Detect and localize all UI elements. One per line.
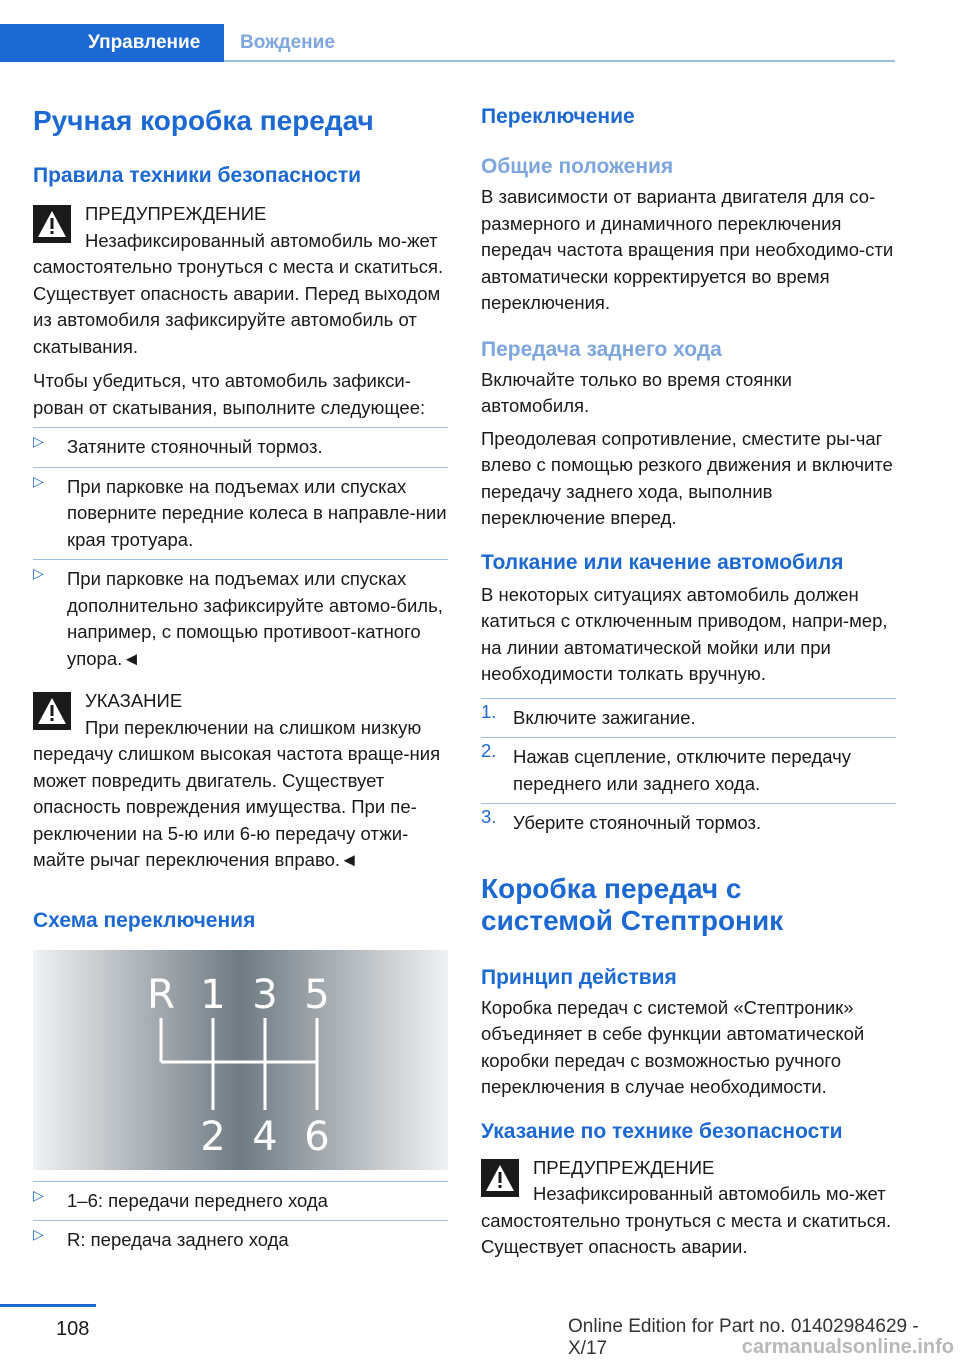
gear-label-1: 1: [200, 971, 226, 1018]
tab-driving[interactable]: Вождение: [240, 32, 335, 53]
right-column: [481, 100, 896, 1261]
gear-legend: [33, 1181, 448, 1260]
note-label: УКАЗАНИЕ: [85, 690, 183, 711]
push-text: В некоторых ситуациях автомобиль должен катиться с отключенным приводом, напри-мер, на линии автоматической мойки или при необходимости толкать вручную.: [481, 583, 888, 684]
list-item: ▷ Затяните стояночный тормоз.: [33, 427, 448, 467]
page-number: 108: [56, 1318, 90, 1340]
warning-label: ПРЕДУПРЕЖДЕНИЕ: [85, 203, 267, 224]
triangle-bullet-icon: ▷: [33, 472, 44, 489]
gear-label-5: 5: [304, 971, 330, 1018]
gear-label-6: 6: [304, 1113, 330, 1160]
general-text: В зависимости от варианта двигателя для со-размерного и динамичного переключения передач частота вращения при необходимо-сти автоматически корректируется во время переключения.: [481, 186, 894, 313]
principle-heading: Принцип действия: [481, 965, 677, 989]
warning-block-2: [481, 1155, 896, 1261]
reverse-text-1: Включайте только во время стоянки автомобиля.: [481, 368, 792, 416]
footer-accent-line: [0, 1304, 96, 1307]
push-heading: Толкание или качение автомобиля: [481, 550, 844, 574]
general-heading: Общие положения: [481, 155, 674, 178]
principle-text: Коробка передач с системой «Стептроник» объединяет в себе функции автоматической коробки передач с возможностью ручного переключения в случае необходимости.: [481, 996, 865, 1097]
push-steps: [481, 698, 896, 843]
steptronic-title: Коробка передач с системой Стептроник: [481, 872, 784, 936]
watermark[interactable]: carmanualsonline.info: [741, 1336, 954, 1358]
triangle-bullet-icon: ▷: [33, 565, 44, 581]
list-item: 1. Включите зажигание.: [481, 698, 896, 738]
warning-label: ПРЕДУПРЕЖДЕНИЕ: [533, 1156, 715, 1178]
gear-label-r: R: [147, 971, 175, 1018]
note-block: [33, 688, 448, 874]
gear-shift-pattern-image: [33, 950, 448, 1170]
triangle-bullet-icon: ▷: [33, 1226, 44, 1242]
left-column: [33, 100, 448, 1260]
warning-text: Незафиксированный автомобиль мо-жет самостоятельно тронуться с места и скатиться. Существует опасность аварии.: [481, 1183, 892, 1257]
list-item: 2. Нажав сцепление, отключите передачу переднего или заднего хода.: [481, 737, 896, 803]
tab-divider: [224, 60, 895, 62]
triangle-bullet-icon: ▷: [33, 433, 44, 449]
safety-heading: Правила техники безопасности: [33, 164, 362, 187]
fixing-steps: [33, 427, 448, 678]
switching-heading: Переключение: [481, 105, 635, 128]
list-item: ▷ При парковке на подъемах или спусках дополнительно зафиксируйте автомо-биль, например, с помощью противоот-катного упора.◄: [33, 559, 448, 678]
list-item: 3. Уберите стояночный тормоз.: [481, 803, 896, 843]
tab-control[interactable]: Управление: [0, 24, 224, 62]
edition-text: Online Edition for Part no. 01402984629 - X/17: [568, 1316, 919, 1359]
reverse-heading: Передача заднего хода: [481, 337, 722, 361]
list-item: ▷ R: передача заднего хода: [33, 1220, 448, 1260]
scheme-heading: Схема переключения: [33, 908, 256, 932]
reverse-text-2: Преодолевая сопротивление, сместите ры-чаг влево с помощью резкого движения и включите передачу заднего хода, выполнив переключение вперед.: [481, 427, 893, 528]
safety2-heading: Указание по технике безопасности: [481, 1119, 843, 1143]
warning-block: [33, 201, 448, 360]
list-item: ▷ При парковке на подъемах или спусках поверните передние колеса в направле-нии края тротуара.: [33, 467, 448, 560]
triangle-bullet-icon: ▷: [33, 1186, 44, 1203]
note-triangle-icon: [33, 692, 71, 730]
warning-triangle-icon: [33, 205, 71, 243]
gear-label-3: 3: [252, 971, 278, 1018]
section-tabs: [0, 24, 895, 62]
warning-text: Незафиксированный автомобиль мо-жет самостоятельно тронуться с места и скатиться. Существует опасность аварии. Перед выходом из автомобиля зафиксируйте автомобиль от скатывания.: [33, 229, 444, 357]
page-title: Ручная коробка передач: [33, 105, 374, 136]
gear-label-4: 4: [252, 1113, 278, 1160]
gear-label-2: 2: [200, 1113, 226, 1160]
warning-triangle-icon: [481, 1159, 519, 1197]
note-text: При переключении на слишком низкую передачу слишком высокая частота враще-ния может повредить двигатель. Существует опасность повреждения имущества. При пе-реключении на 5-ю или 6-ю передачу отжи-майте рычаг переключения вправо.◄: [33, 716, 441, 870]
list-item: ▷ 1–6: передачи переднего хода: [33, 1181, 448, 1221]
fixing-intro: Чтобы убедиться, что автомобиль зафикси-рован от скатывания, выполните следующее:: [33, 370, 426, 418]
